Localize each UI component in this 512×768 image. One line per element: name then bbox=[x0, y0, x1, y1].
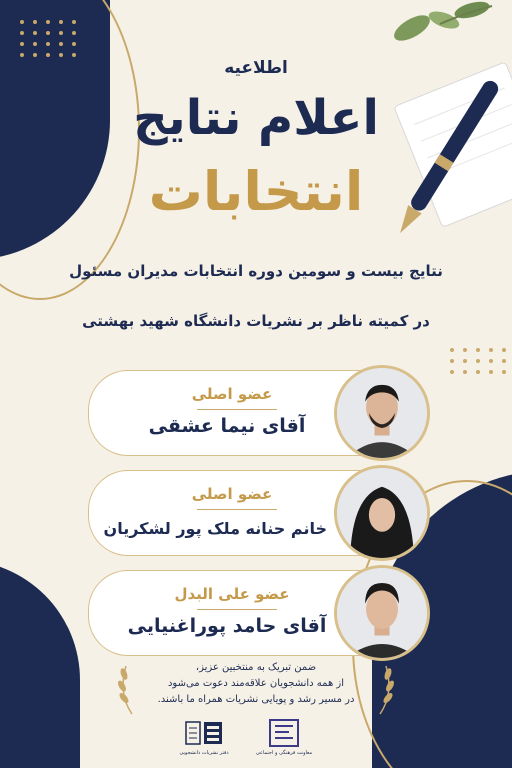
member-name: آقای نیما عشقی bbox=[148, 415, 306, 437]
member-role: عضو اصلی bbox=[191, 385, 273, 403]
decor-dots-right bbox=[448, 348, 506, 374]
divider bbox=[197, 409, 277, 410]
notice-label: اطلاعیه bbox=[224, 58, 288, 78]
subtitle-line1: نتایج بیست و سومین دوره انتخابات مدیران مسئول bbox=[69, 262, 443, 280]
university-logo-icon bbox=[264, 718, 304, 748]
member-role: عضو اصلی bbox=[191, 485, 273, 503]
page-title-line2: انتخابات bbox=[148, 160, 364, 223]
footer-line1: ضمن تبریک به منتخبین عزیز، bbox=[195, 662, 317, 673]
divider bbox=[197, 509, 277, 510]
logo-caption-left: دفتر نشریات دانشجویی bbox=[179, 750, 229, 756]
decor-navy-shape-bottom-left bbox=[0, 560, 80, 768]
footer-line3: در مسیر رشد و پویایی نشریات همراه ما باشند. bbox=[157, 694, 355, 705]
footer-message bbox=[120, 660, 392, 708]
member-role: عضو علی البدل bbox=[174, 585, 290, 603]
subtitle-line2: در کمیته ناظر بر نشریات دانشگاه شهید بهشتی bbox=[82, 312, 430, 330]
divider bbox=[197, 609, 277, 610]
university-logo bbox=[248, 718, 320, 762]
decor-dots-top-left bbox=[18, 20, 76, 57]
member-photo-1 bbox=[334, 365, 430, 461]
footer-line2: از همه دانشجویان علاقه‌مند دعوت می‌شود bbox=[167, 678, 345, 689]
student-publications-logo bbox=[168, 718, 240, 762]
member-photo-2 bbox=[334, 465, 430, 561]
publications-logo-icon bbox=[184, 718, 224, 748]
member-name: آقای حامد پوراغنیایی bbox=[127, 615, 327, 637]
member-photo-3 bbox=[334, 565, 430, 661]
member-name: خانم حنانه ملک پور لشکریان bbox=[103, 519, 327, 538]
logo-caption-right: معاونت فرهنگی و اجتماعی bbox=[255, 750, 313, 756]
page-title-line1: اعلام نتایج bbox=[133, 90, 379, 146]
